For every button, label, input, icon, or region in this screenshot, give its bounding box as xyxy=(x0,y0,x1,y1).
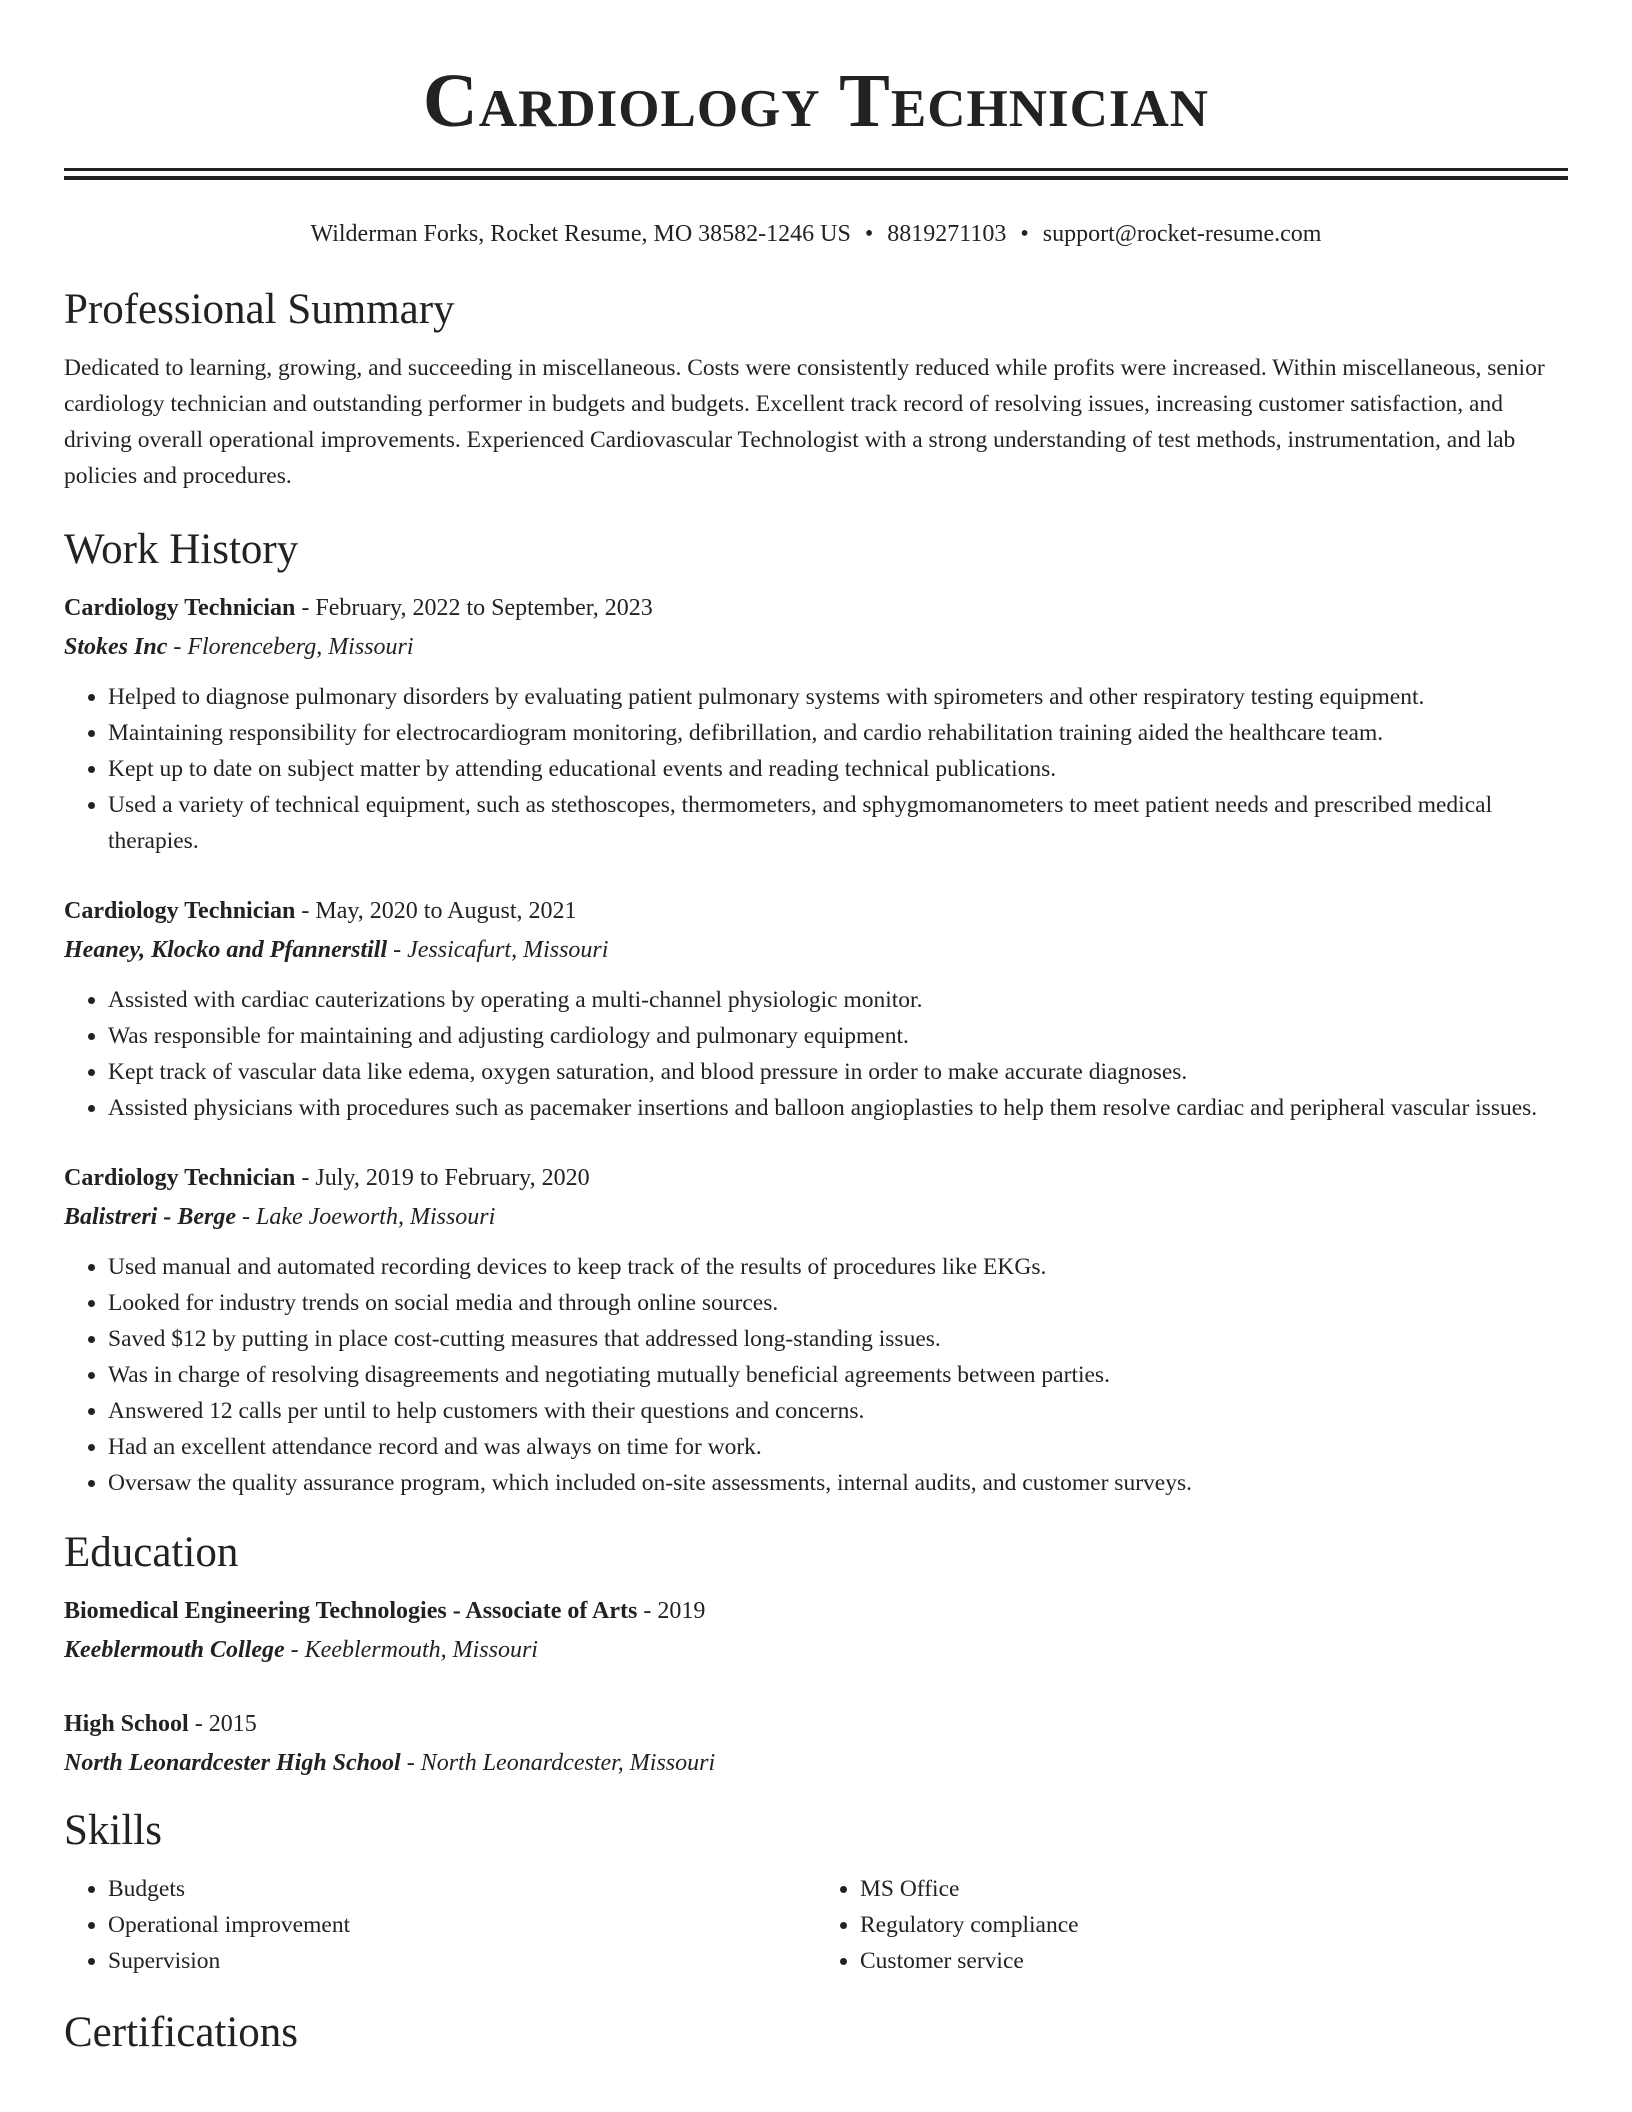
job-bullet: • Kept up to date on subject matter by attending educational events and reading technical publications. xyxy=(108,751,1568,787)
education-institution xyxy=(64,1745,1568,1781)
job-bullets xyxy=(64,982,1568,1126)
job-title: Cardiology Technician xyxy=(64,1165,296,1191)
summary-heading: Professional Summary xyxy=(64,286,455,333)
job-location: - Jessicafurt, Missouri xyxy=(387,937,609,963)
job-title: Cardiology Technician xyxy=(64,898,296,924)
skills-heading: Skills xyxy=(64,1807,162,1854)
contact-separator: • xyxy=(864,221,874,247)
education-entry xyxy=(64,1593,1568,1668)
contact-line xyxy=(64,218,1568,250)
job-location: - Florenceberg, Missouri xyxy=(167,634,414,660)
skills-columns xyxy=(64,1871,1568,1979)
skills-section xyxy=(64,1805,1568,1979)
job-header xyxy=(64,1160,1568,1196)
job-bullet: • Saved $12 by putting in place cost-cutting measures that addressed long-standing issues. xyxy=(108,1321,1568,1357)
skills-column-left xyxy=(64,1871,816,1979)
job-employer xyxy=(64,932,1568,968)
job-bullet: • Assisted physicians with procedures such as pacemaker insertions and balloon angioplasties to help them resolve cardiac and peripheral vascular issues. xyxy=(108,1090,1568,1126)
summary-text: Dedicated to learning, growing, and succeeding in miscellaneous. Costs were consistently reduced while profits were increased. Within miscellaneous, senior cardiology technician and outstanding performer in budgets and budgets. Excellent track record of resolving issues, increasing customer satisfaction, and driving overall operational improvements. Experienced Cardiovascular Technologist with a strong understanding of test methods, instrumentation, and lab policies and procedures. xyxy=(64,355,1545,489)
certifications-section xyxy=(64,2007,1568,2059)
education-school: Keeblermouth College xyxy=(64,1637,285,1663)
job-bullet: • Answered 12 calls per until to help customers with their questions and concerns. xyxy=(108,1393,1568,1429)
certifications-heading: Certifications xyxy=(64,2009,299,2056)
job-bullet: • Used a variety of technical equipment, such as stethoscopes, thermometers, and sphygmomanometers to meet patient needs and prescribed medical therapies. xyxy=(108,787,1568,859)
job-header xyxy=(64,893,1568,929)
education-degree: Biomedical Engineering Technologies - Associate of Arts xyxy=(64,1598,638,1624)
education-location: - Keeblermouth, Missouri xyxy=(284,1637,538,1663)
education-header xyxy=(64,1593,1568,1629)
title-divider-thick xyxy=(64,176,1568,180)
job-bullet: • Used manual and automated recording devices to keep track of the results of procedures like EKGs. xyxy=(108,1249,1568,1285)
education-section xyxy=(64,1527,1568,1781)
job-employer xyxy=(64,1199,1568,1235)
education-year: - 2015 xyxy=(188,1711,257,1737)
education-year: - 2019 xyxy=(637,1598,706,1624)
skill-item: • Customer service xyxy=(860,1943,1568,1979)
education-header xyxy=(64,1706,1568,1742)
job-title: Cardiology Technician xyxy=(64,595,296,621)
education-degree: High School xyxy=(64,1711,189,1737)
contact-phone: 8819271103 xyxy=(887,221,1007,247)
job-dates: - February, 2022 to September, 2023 xyxy=(295,595,653,621)
skill-item: • Operational improvement xyxy=(108,1907,816,1943)
resume-title: Cardiology Technician xyxy=(422,59,1210,143)
job-bullet: • Maintaining responsibility for electrocardiogram monitoring, defibrillation, and cardio rehabilitation training aided the healthcare team. xyxy=(108,715,1568,751)
job-entry xyxy=(64,1160,1568,1501)
contact-email: support@rocket-resume.com xyxy=(1042,221,1322,247)
job-entry xyxy=(64,590,1568,859)
job-header xyxy=(64,590,1568,626)
education-institution xyxy=(64,1632,1568,1668)
work-history-heading: Work History xyxy=(64,526,299,573)
education-school: North Leonardcester High School xyxy=(64,1750,401,1776)
job-bullet: • Had an excellent attendance record and was always on time for work. xyxy=(108,1429,1568,1465)
job-bullet: • Was in charge of resolving disagreements and negotiating mutually beneficial agreements between parties. xyxy=(108,1357,1568,1393)
contact-separator: • xyxy=(1020,221,1029,247)
skill-item: • Supervision xyxy=(108,1943,816,1979)
summary-section xyxy=(64,284,1568,494)
job-employer xyxy=(64,629,1568,665)
title-divider-thin xyxy=(64,168,1568,171)
skills-column-right xyxy=(816,1871,1568,1979)
job-bullet: • Oversaw the quality assurance program, which included on-site assessments, internal audits, and customer surveys. xyxy=(108,1465,1568,1501)
job-bullet: • Looked for industry trends on social media and through online sources. xyxy=(108,1285,1568,1321)
job-dates: - July, 2019 to February, 2020 xyxy=(295,1165,590,1191)
contact-address: Wilderman Forks, Rocket Resume, MO 38582-1246 US xyxy=(310,221,851,247)
work-history-section xyxy=(64,524,1568,1501)
skill-item: • MS Office xyxy=(860,1871,1568,1907)
job-company: Heaney, Klocko and Pfannerstill xyxy=(64,937,388,963)
skill-item: • Regulatory compliance xyxy=(860,1907,1568,1943)
job-company: Stokes Inc xyxy=(64,634,168,660)
skill-item: • Budgets xyxy=(108,1871,816,1907)
job-bullets xyxy=(64,679,1568,859)
job-company: Balistreri - Berge xyxy=(64,1204,236,1230)
job-bullet: • Assisted with cardiac cauterizations by operating a multi-channel physiologic monitor. xyxy=(108,982,1568,1018)
job-entry xyxy=(64,893,1568,1126)
job-bullets xyxy=(64,1249,1568,1501)
job-dates: - May, 2020 to August, 2021 xyxy=(295,898,577,924)
job-location: - Lake Joeworth, Missouri xyxy=(236,1204,496,1230)
education-location: - North Leonardcester, Missouri xyxy=(400,1750,716,1776)
job-bullet: • Helped to diagnose pulmonary disorders by evaluating patient pulmonary systems with spirometers and other respiratory testing equipment. xyxy=(108,679,1568,715)
job-bullet: • Was responsible for maintaining and adjusting cardiology and pulmonary equipment. xyxy=(108,1018,1568,1054)
education-heading: Education xyxy=(64,1529,239,1576)
job-bullet: • Kept track of vascular data like edema, oxygen saturation, and blood pressure in order to make accurate diagnoses. xyxy=(108,1054,1568,1090)
education-entry xyxy=(64,1706,1568,1781)
